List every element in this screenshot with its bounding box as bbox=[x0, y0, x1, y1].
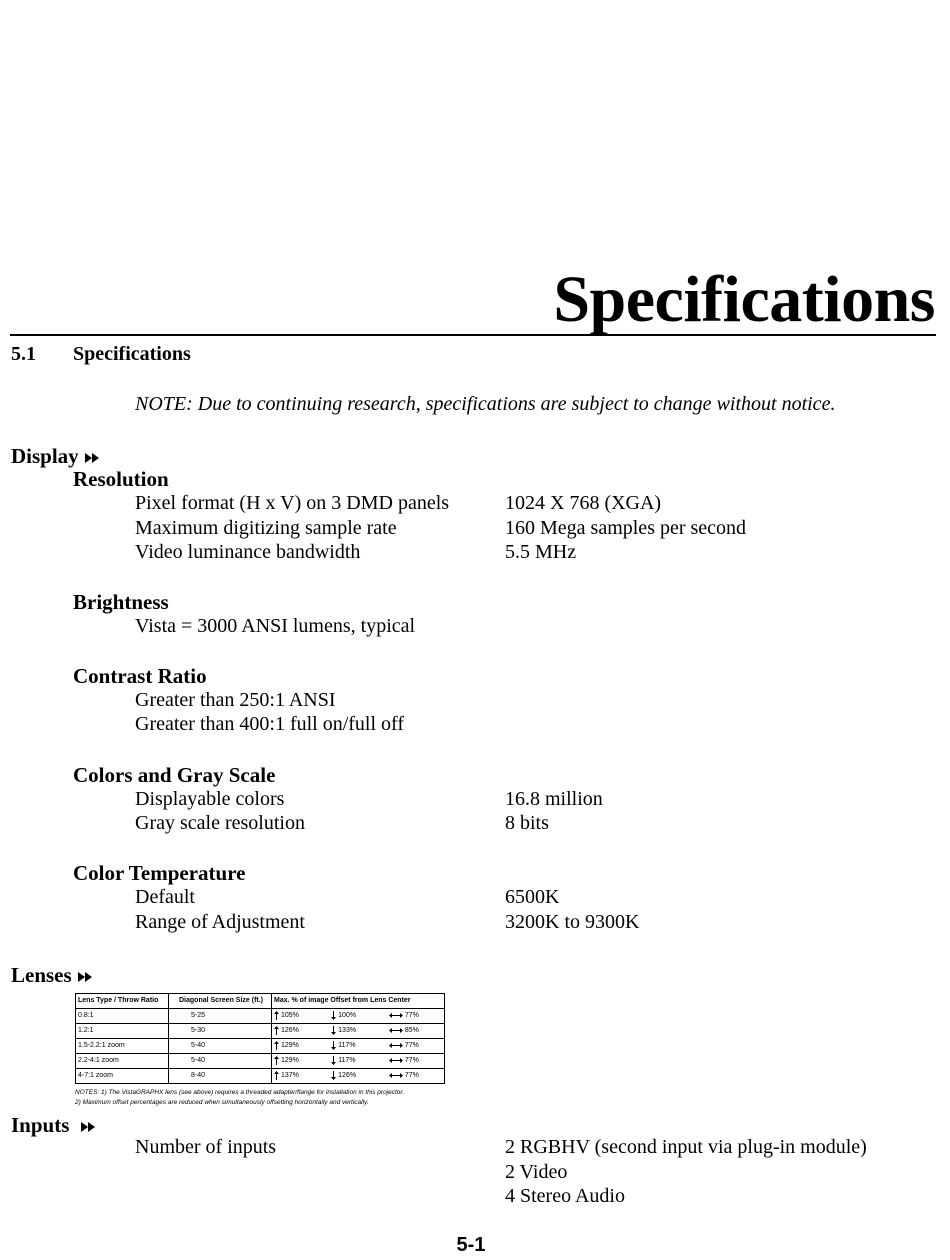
offset-up-cell bbox=[272, 1069, 330, 1084]
offset-up-cell bbox=[272, 1024, 330, 1039]
double-arrow-icon bbox=[76, 970, 94, 984]
horizontal-arrow-icon bbox=[389, 1027, 405, 1034]
page-number: 5-1 bbox=[456, 1234, 486, 1256]
offset-down-text: 126% bbox=[338, 1072, 357, 1079]
chapter-title: Specifications bbox=[553, 263, 935, 336]
lens-type-cell: 4-7:1 zoom bbox=[76, 1069, 169, 1084]
screen-size-cell bbox=[169, 1069, 272, 1084]
spec-label: Range of Adjustment bbox=[135, 911, 305, 933]
offset-up-text: 129% bbox=[281, 1057, 299, 1064]
screen-size-cell bbox=[169, 1054, 272, 1069]
offset-horizontal-text: 85% bbox=[404, 1027, 419, 1034]
horizontal-arrow-icon bbox=[389, 1057, 405, 1064]
spec-value: 16.8 million bbox=[505, 788, 603, 810]
offset-down-cell bbox=[329, 1069, 387, 1084]
offset-horizontal-text: 77% bbox=[404, 1012, 419, 1019]
inputs-heading-text: Inputs bbox=[11, 1113, 70, 1137]
spec-value: 6500K bbox=[505, 886, 560, 908]
offset-up-cell bbox=[272, 1054, 330, 1069]
screen-size-cell bbox=[169, 1009, 272, 1024]
spec-label: Video luminance bandwidth bbox=[135, 541, 361, 563]
screen-size-text: 5-30 bbox=[191, 1027, 206, 1034]
offset-horizontal-cell bbox=[387, 1039, 445, 1054]
lens-table-row bbox=[76, 1039, 445, 1054]
contrast-line: Greater than 400:1 full on/full off bbox=[135, 713, 405, 735]
lens-type-header: Lens Type / Throw Ratio bbox=[76, 994, 169, 1009]
lens-table bbox=[75, 993, 445, 1084]
lens-type-cell: 2.2-4:1 zoom bbox=[76, 1054, 169, 1069]
offset-horizontal-cell bbox=[387, 1069, 445, 1084]
resolution-title: Resolution bbox=[73, 467, 169, 491]
up-arrow-icon bbox=[274, 1042, 281, 1049]
offset-horizontal-text: 77% bbox=[404, 1057, 419, 1064]
brightness-text: Vista = 3000 ANSI lumens, typical bbox=[135, 615, 416, 637]
lens-table-row bbox=[76, 1069, 445, 1084]
offset-up-text: 105% bbox=[281, 1012, 299, 1019]
up-arrow-icon bbox=[274, 1057, 281, 1064]
display-heading bbox=[11, 444, 101, 469]
offset-up-text: 137% bbox=[281, 1072, 299, 1079]
offset-up-cell bbox=[272, 1039, 330, 1054]
lenses-heading-text: Lenses bbox=[11, 963, 72, 987]
screen-size-text: 8-40 bbox=[191, 1072, 206, 1079]
spec-value: 160 Mega samples per second bbox=[505, 517, 747, 539]
lens-table-row bbox=[76, 1054, 445, 1069]
up-arrow-icon bbox=[274, 1072, 281, 1079]
color-temp-title: Color Temperature bbox=[73, 861, 246, 885]
brightness-title: Brightness bbox=[73, 590, 169, 614]
title-rule bbox=[10, 334, 936, 336]
offset-horizontal-cell bbox=[387, 1054, 445, 1069]
offset-down-cell bbox=[329, 1054, 387, 1069]
lens-note: 2) Maximum offset percentages are reduced when simultaneously offsetting horizontally and vertically. bbox=[75, 1099, 369, 1106]
note: NOTE: Due to continuing research, specifications are subject to change without notice. bbox=[135, 393, 836, 415]
section-number: 5.1 bbox=[11, 343, 36, 365]
horizontal-arrow-icon bbox=[389, 1012, 405, 1019]
inputs-value: 2 Video bbox=[505, 1161, 568, 1183]
double-arrow-icon bbox=[83, 451, 101, 465]
display-heading-text: Display bbox=[11, 444, 79, 468]
offset-up-text: 129% bbox=[281, 1042, 299, 1049]
lens-type-cell: 1.2:1 bbox=[76, 1024, 169, 1039]
spec-value: 8 bits bbox=[505, 812, 549, 834]
offset-down-text: 117% bbox=[338, 1042, 356, 1049]
inputs-value: 4 Stereo Audio bbox=[505, 1185, 625, 1207]
section-title: Specifications bbox=[73, 343, 191, 365]
screen-size-text: 5-40 bbox=[191, 1057, 206, 1064]
colors-title: Colors and Gray Scale bbox=[73, 763, 276, 787]
screen-size-header: Diagonal Screen Size (ft.) bbox=[169, 994, 272, 1009]
inputs-value: 2 RGBHV (second input via plug-in module) bbox=[505, 1136, 867, 1158]
spec-label: Maximum digitizing sample rate bbox=[135, 517, 397, 539]
lens-table-row bbox=[76, 1024, 445, 1039]
offset-up-text: 126% bbox=[281, 1027, 299, 1034]
contrast-title: Contrast Ratio bbox=[73, 664, 207, 688]
lens-type-cell: 1.5-2.2:1 zoom bbox=[76, 1039, 169, 1054]
offset-down-text: 100% bbox=[338, 1012, 357, 1019]
spec-label: Pixel format (H x V) on 3 DMD panels bbox=[135, 492, 450, 514]
horizontal-arrow-icon bbox=[389, 1072, 405, 1079]
screen-size-cell bbox=[169, 1039, 272, 1054]
spec-value: 5.5 MHz bbox=[505, 541, 577, 563]
inputs-label: Number of inputs bbox=[135, 1136, 277, 1158]
offset-horizontal-cell bbox=[387, 1009, 445, 1024]
offset-horizontal-text: 77% bbox=[404, 1042, 419, 1049]
up-arrow-icon bbox=[274, 1027, 281, 1034]
spec-value: 1024 X 768 (XGA) bbox=[505, 492, 662, 514]
spec-label: Gray scale resolution bbox=[135, 812, 305, 834]
lenses-heading bbox=[11, 963, 94, 988]
double-arrow-icon bbox=[79, 1120, 97, 1134]
offset-up-cell bbox=[272, 1009, 330, 1024]
screen-size-cell bbox=[169, 1024, 272, 1039]
lens-table-header bbox=[76, 994, 445, 1009]
inputs-heading bbox=[11, 1113, 97, 1138]
screen-size-text: 5-40 bbox=[191, 1042, 206, 1049]
spec-label: Displayable colors bbox=[135, 788, 285, 810]
lens-note: NOTES: 1) The VistaGRAPHX lens (see above) requires a threaded adapter/flange for installation in this projector. bbox=[75, 1089, 405, 1096]
spec-label: Default bbox=[135, 886, 195, 908]
lens-table-row bbox=[76, 1009, 445, 1024]
contrast-line: Greater than 250:1 ANSI bbox=[135, 689, 336, 711]
offset-down-cell bbox=[329, 1024, 387, 1039]
screen-size-text: 5-25 bbox=[191, 1012, 206, 1019]
offset-down-text: 133% bbox=[338, 1027, 357, 1034]
offset-horizontal-text: 77% bbox=[404, 1072, 419, 1079]
offset-down-cell bbox=[329, 1039, 387, 1054]
offset-down-cell bbox=[329, 1009, 387, 1024]
horizontal-arrow-icon bbox=[389, 1042, 405, 1049]
offset-header: Max. % of image Offset from Lens Center bbox=[272, 994, 445, 1009]
lens-type-cell: 0.8:1 bbox=[76, 1009, 169, 1024]
spec-value: 3200K to 9300K bbox=[505, 911, 640, 933]
offset-horizontal-cell bbox=[387, 1024, 445, 1039]
up-arrow-icon bbox=[274, 1012, 281, 1019]
offset-down-text: 117% bbox=[338, 1057, 356, 1064]
